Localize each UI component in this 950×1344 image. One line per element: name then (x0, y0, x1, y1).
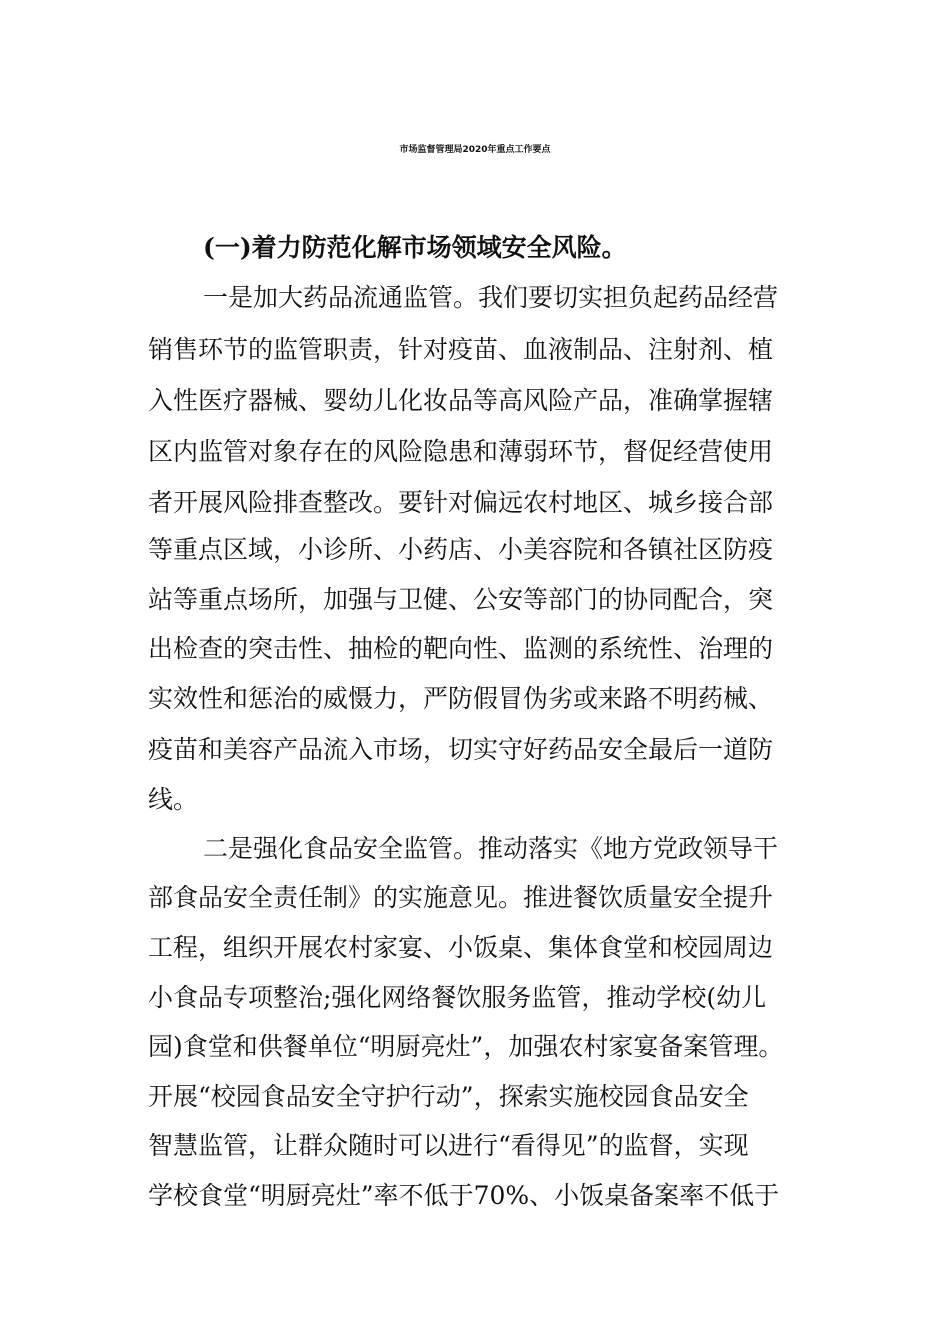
paragraph-1-line: 销售环节的监管职责，针对疫苗、血液制品、注射剂、植 (148, 335, 774, 364)
paragraph-1-line: 站等重点场所，加强与卫健、公安等部门的协同配合，突 (148, 585, 774, 614)
paragraph-2-line: 学校食堂“明厨亮灶”率不低于70%、小饭桌备案率不低于 (148, 1181, 780, 1210)
paragraph-1-line: 等重点区域，小诊所、小药店、小美容院和各镇社区防疫 (148, 535, 774, 564)
section-heading: (一)着力防范化解市场领域安全风险。 (203, 233, 627, 262)
document-title: 市场监督管理局2020年重点工作要点 (399, 145, 551, 155)
paragraph-1-line: 一是加大药品流通监管。我们要切实担负起药品经营 (203, 283, 779, 312)
paragraph-1-line: 入性医疗器械、婴幼儿化妆品等高风险产品，准确掌握辖 (148, 386, 774, 415)
paragraph-2-line: 智慧监管，让群众随时可以进行“看得见”的监督，实现 (148, 1131, 749, 1160)
paragraph-2-line: 园)食堂和供餐单位“明厨亮灶”，加强农村家宴备案管理。 (148, 1032, 784, 1061)
paragraph-1-line: 实效性和惩治的威慑力，严防假冒伪劣或来路不明药械、 (148, 684, 774, 713)
paragraph-1-line: 出检查的突击性、抽检的靶向性、监测的系统性、治理的 (148, 634, 774, 663)
paragraph-2-line: 部食品安全责任制》的实施意见。推进餐饮质量安全提升 (148, 883, 774, 912)
paragraph-2-line: 工程，组织开展农村家宴、小饭桌、集体食堂和校园周边 (148, 933, 774, 962)
paragraph-2-line: 小食品专项整治;强化网络餐饮服务监管，推动学校(幼儿 (148, 983, 767, 1012)
paragraph-2-line: 开展“校园食品安全守护行动”，探索实施校园食品安全 (148, 1082, 749, 1111)
paragraph-1-line: 疫苗和美容产品流入市场，切实守好药品安全最后一道防 (148, 735, 774, 764)
paragraph-1-line: 线。 (148, 785, 199, 814)
paragraph-2-line: 二是强化食品安全监管。推动落实《地方党政领导干 (203, 834, 779, 863)
paragraph-1-line: 区内监管对象存在的风险隐患和薄弱环节，督促经营使用 (148, 437, 774, 466)
paragraph-1-line: 者开展风险排查整改。要针对偏远农村地区、城乡接合部 (148, 488, 774, 517)
